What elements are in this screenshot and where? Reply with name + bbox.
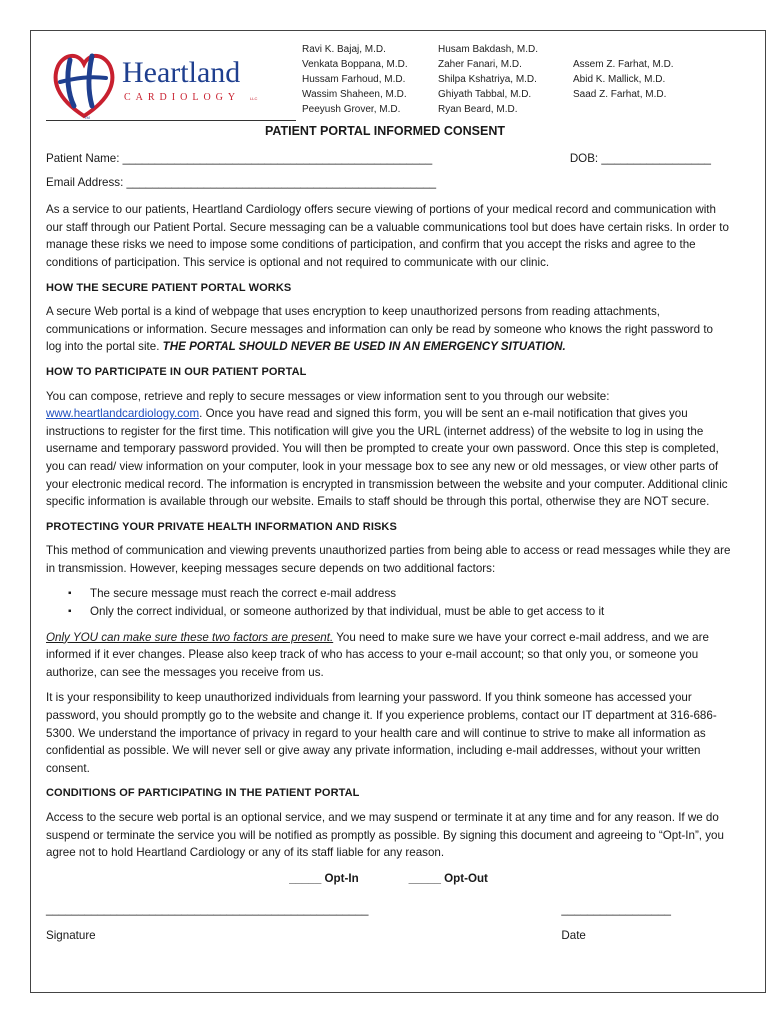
section-heading: PROTECTING YOUR PRIVATE HEALTH INFORMATION AND RISKS <box>46 520 397 533</box>
list-item: ▪ Only the correct individual, or someone authorized by that individual, must be able to get access to it <box>90 603 731 621</box>
physician-name: Shilpa Kshatriya, M.D. <box>438 74 537 85</box>
brand-name: Heartland <box>122 56 241 89</box>
physician-name: Abid K. Mallick, M.D. <box>573 74 666 85</box>
how-works-text: A secure Web portal is a kind of webpage that uses encryption to keep unauthorized persons from reading attachments, communications or information. Secure messages and information can only be read by someone who knows the right password to log into the portal site. <box>46 305 713 354</box>
physician-name: Peeyush Grover, M.D. <box>302 104 401 115</box>
date-label: Date <box>561 929 586 943</box>
emergency-warning: THE PORTAL SHOULD NEVER BE USED IN AN EMERGENCY SITUATION. <box>162 340 566 354</box>
physician-name: Ravi K. Bajaj, M.D. <box>302 44 386 55</box>
responsibility-paragraph: It is your responsibility to keep unauthorized individuals from learning your password. If you think someone has accessed your password, you should promptly go to the website and change it. If you experience problems, contact our IT department at 316-686-5300. We understand the importance of privacy in regard to your health care and will continue to strive to make all information as confidential as possible. We will never sell or give away any private information, including e-mail addresses, without your written consent. <box>46 691 717 775</box>
heart-logo-icon <box>46 46 286 122</box>
only-you-paragraph <box>46 629 731 682</box>
email-field[interactable]: Email Address: ________________________________________________ <box>46 175 437 189</box>
brand-tm: TM <box>84 115 90 120</box>
participate-paragraph <box>46 388 731 511</box>
date-line[interactable]: _________________ <box>561 903 671 917</box>
participate-text-b: . Once you have read and signed this form, you will be sent an e-mail notification that gives you instructions to register for the first time. This notification will give you the URL (internet address) of the website to log in using the username and temporary password provided. You will then be prompted to create your own password. Once this step is completed, you can read/ view information on your computer, look in your message box to see any new or old messages, or view other parts of your electronic medical record. The information is encrypted in transmission between the website and your computer. Additional clinic specific information is available through our website. Emails to staff should be through this portal, otherwise they are NOT secure. <box>46 407 728 509</box>
physician-list-2 <box>438 42 538 117</box>
brand-llc: LLC <box>250 96 258 101</box>
list-item: ▪ The secure message must reach the correct e-mail address <box>90 585 731 603</box>
dob-field[interactable]: DOB: _________________ <box>569 152 711 165</box>
heartland-logo <box>46 46 286 122</box>
physician-name: Hussam Farhoud, M.D. <box>302 74 406 85</box>
physician-name: Wassim Shaheen, M.D. <box>302 89 407 100</box>
physician-list-1 <box>302 42 408 117</box>
physician-name: Ryan Beard, M.D. <box>438 104 518 115</box>
opt-choice-row <box>46 870 731 888</box>
factor-list <box>46 585 731 620</box>
section-heading: HOW THE SECURE PATIENT PORTAL WORKS <box>46 281 292 294</box>
only-you-emphasis: Only YOU can make sure these two factors are present. <box>46 630 334 644</box>
physician-name: Venkata Boppana, M.D. <box>302 59 408 70</box>
participate-text-a: You can compose, retrieve and reply to secure messages or view information sent to you through our website: <box>46 389 610 403</box>
website-link[interactable]: www.heartlandcardiology.com <box>46 407 200 421</box>
opt-out-option[interactable]: _____ Opt-Out <box>408 871 488 885</box>
physician-name: Saad Z. Farhat, M.D. <box>573 89 667 100</box>
physician-name: Ghiyath Tabbal, M.D. <box>438 89 532 100</box>
only-you-text: You need to make sure we have your correct e-mail address, and we are informed if it ever changes. Please also keep track of who has access to your e-mail account; so that only you, or someone you authorize, can see the messages you receive from us. <box>46 630 709 679</box>
patient-name-field[interactable]: Patient Name: ________________________________________________ <box>46 152 433 165</box>
physician-name: Zaher Fanari, M.D. <box>438 59 522 70</box>
physician-list-3 <box>573 57 674 102</box>
physician-name: Husam Bakdash, M.D. <box>438 44 539 55</box>
conditions-paragraph: Access to the secure web portal is an optional service, and we may suspend or terminate it at any time and for any reason. If we do suspend or terminate the service you will be notified as promptly as possible. By signing this document and agreeing to “Opt-In”, you agree not to hold Heartland Cardiology or any of its staff liable for any reason. <box>46 811 724 860</box>
document-body <box>46 150 731 945</box>
signature-line[interactable]: __________________________________________________ <box>46 903 369 917</box>
intro-paragraph: As a service to our patients, Heartland Cardiology offers secure viewing of portions of your medical record and communication with our staff through our Patient Portal. Secure messaging can be a valuable communications tool but does have certain risks. In order to manage these risks we need to impose some conditions of participation, and confirm that you accept the risks and agree to the conditions of participation. This service is optional and not required to communicate with our clinic. <box>46 203 729 269</box>
signature-label: Signature <box>46 929 96 943</box>
section-heading: CONDITIONS OF PARTICIPATING IN THE PATIENT PORTAL <box>46 787 360 800</box>
protecting-paragraph: This method of communication and viewing prevents unauthorized parties from being able to access or read messages while they are in transmission. However, keeping messages secure depends on two additional factors: <box>46 544 731 575</box>
opt-in-option[interactable]: _____ Opt-In <box>289 871 359 885</box>
brand-sub: CARDIOLOGY <box>124 92 241 103</box>
physician-name: Assem Z. Farhat, M.D. <box>573 59 674 70</box>
header-divider <box>46 120 296 121</box>
section-heading: HOW TO PARTICIPATE IN OUR PATIENT PORTAL <box>46 365 307 378</box>
document-title: PATIENT PORTAL INFORMED CONSENT <box>264 124 506 138</box>
how-works-paragraph <box>46 303 731 356</box>
signature-row <box>46 901 731 945</box>
